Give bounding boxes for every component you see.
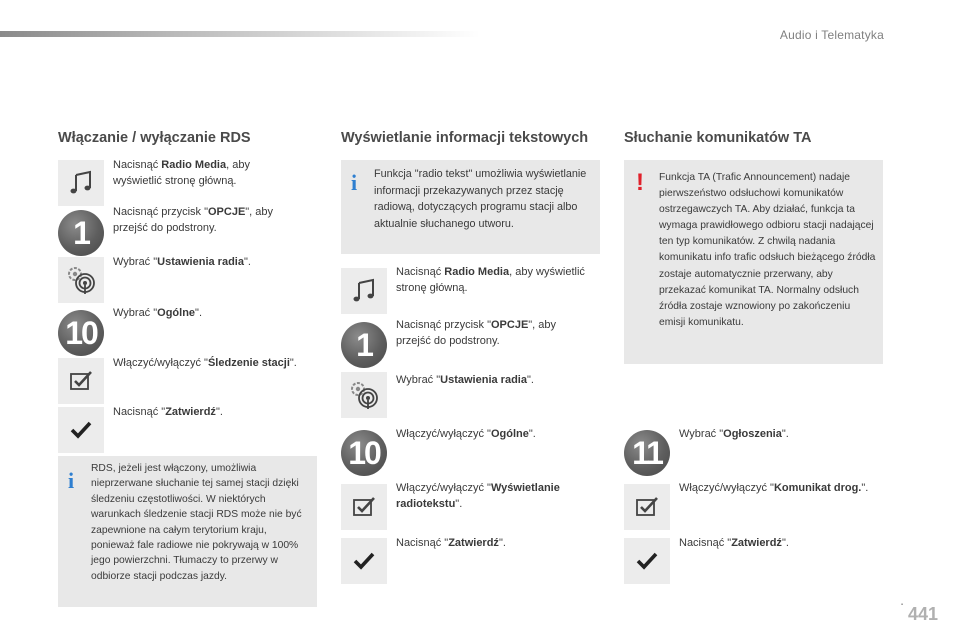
checkbox-button (341, 484, 387, 530)
radio-settings-icon (64, 263, 98, 297)
step-text: Nacisnąć Radio Media, aby wyświetlić stronę główną. (396, 266, 585, 294)
step-text: Nacisnąć "Zatwierdź". (679, 537, 789, 549)
step-badge-10: 10 (341, 430, 387, 476)
radiotext-info-box (341, 160, 600, 254)
step-badge-1: 1 (341, 322, 387, 368)
step-text: Włączyć/wyłączyć "Ogólne". (396, 428, 536, 440)
radio-media-button (58, 160, 104, 206)
step-text: Wybrać "Ustawienia radia". (396, 374, 534, 386)
step-text: Wybrać "Ogólne". (113, 307, 203, 319)
step-badge-11: 11 (624, 430, 670, 476)
checkbox-icon (634, 494, 660, 520)
rds-info-text: RDS, jeżeli jest włączony, umożliwia nieprzerwane słuchanie tej samej stacji dzięki śledzeniu częstotliwości. W niektórych warunkach śledzenie stacji RDS może nie być zapewnione na całym terytorium kraju, ponieważ fale radiowe nie pokrywają w 100% jego powierzchni. Tłumaczy to przerwy w odbiorze stacji podczas jazdy. (91, 463, 302, 582)
rds-info-box (58, 456, 317, 607)
step-text: Nacisnąć "Zatwierdź". (396, 537, 506, 549)
checkmark-icon (69, 418, 93, 442)
checkbox-icon (68, 368, 94, 394)
radio-settings-icon (347, 378, 381, 412)
step-text: Nacisnąć Radio Media, aby wyświetlić stronę główną. (113, 159, 250, 187)
checkbox-button (624, 484, 670, 530)
radio-settings-button (58, 257, 104, 303)
step-badge-1: 1 (58, 210, 104, 256)
step-text: Nacisnąć przycisk "OPCJE", aby przejść do podstrony. (113, 206, 274, 234)
section-title-ta: Słuchanie komunikatów TA (624, 130, 812, 146)
step-text: Nacisnąć przycisk "OPCJE", aby przejść do podstrony. (396, 319, 557, 347)
page-number: 441 (907, 604, 938, 624)
section-title-radiotext: Wyświetlanie informacji tekstowych (341, 130, 589, 146)
step-text: Włączyć/wyłączyć "Wyświetlanie radiotekstu". (396, 482, 560, 510)
info-icon: i (351, 170, 358, 195)
checkbox-icon (351, 494, 377, 520)
header-bar (0, 31, 480, 37)
checkbox-button (58, 358, 104, 404)
radio-media-button (341, 268, 387, 314)
ta-info-box (624, 160, 883, 364)
header-title: Audio i Telematyka (779, 28, 884, 42)
step-text: Włączyć/wyłączyć "Śledzenie stacji". (113, 357, 297, 369)
music-note-icon (351, 278, 377, 304)
step-text: Wybrać "Ustawienia radia". (113, 256, 251, 268)
step-badge-10: 10 (58, 310, 104, 356)
warning-icon: ! (636, 169, 644, 196)
step-text: Włączyć/wyłączyć "Komunikat drog.". (679, 482, 869, 494)
ta-info-text: Funkcja TA (Trafic Announcement) nadaje pierwszeństwo odsłuchowi komunikatów ostrzegawczych TA. Aby działać, funkcja ta wymaga prawidłowego odbioru stacji nadającej ten typ komunikatów. Z chwilą nadania komunikatu info trafic odsłuch bieżącego źródła zostaje automatycznie przerwany, aby przekazać komunikat TA. Normalny odsłuch źródła zostaje wznowiony po zakończeniu emisji komunikatu. (659, 172, 876, 328)
info-icon: i (68, 468, 75, 493)
radiotext-info-text: Funkcja "radio tekst" umożliwia wyświetlanie informacji przekazywanych przez stację radiową, dotyczących programu stacji albo aktualnie słuchanego utworu. (374, 168, 587, 230)
checkmark-icon (352, 549, 376, 573)
music-note-icon (68, 170, 94, 196)
checkmark-icon (635, 549, 659, 573)
radio-settings-button (341, 372, 387, 418)
section-title-rds: Włączanie / wyłączanie RDS (58, 130, 251, 146)
confirm-button (624, 538, 670, 584)
step-text: Nacisnąć "Zatwierdź". (113, 406, 223, 418)
confirm-button (341, 538, 387, 584)
step-text: Wybrać "Ogłoszenia". (679, 428, 789, 440)
confirm-button (58, 407, 104, 453)
page-dot: . (900, 592, 904, 608)
